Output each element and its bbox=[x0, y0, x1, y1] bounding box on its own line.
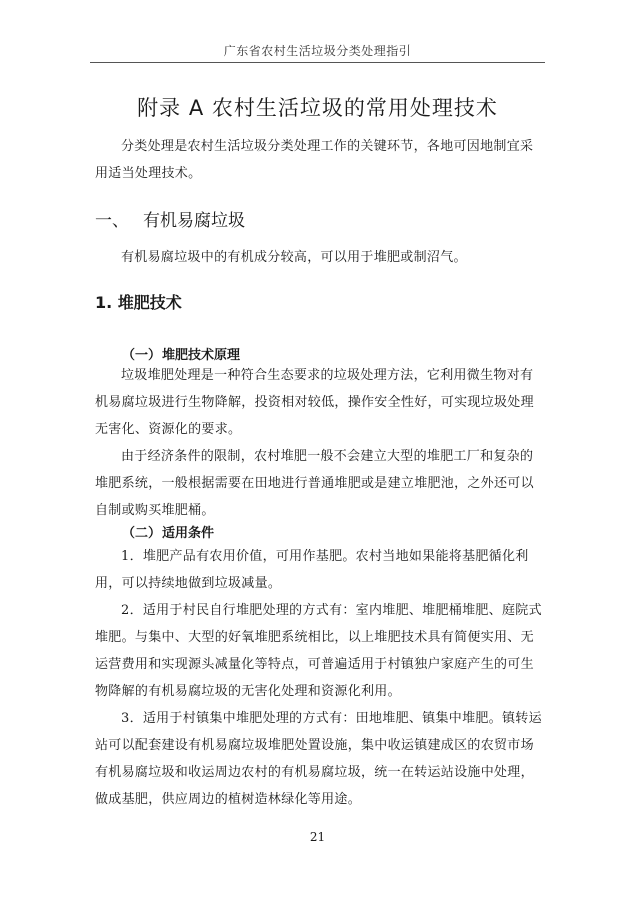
section-heading bbox=[95, 206, 245, 231]
conditions-paragraph-1: 1．堆肥产品有农用价值，可用作基肥。农村当地如果能将基肥循化利用，可以持续地做到垃圾减量。 bbox=[95, 549, 529, 591]
appendix-intro: 分类处理是农村生活垃圾分类处理工作的关键环节，各地可因地制宜采用适当处理技术。 bbox=[95, 139, 534, 181]
section-intro: 有机易腐垃圾中的有机成分较高，可以用于堆肥或制沼气。 bbox=[121, 250, 467, 265]
principle-title: 堆肥技术原理 bbox=[162, 348, 241, 363]
section-title: 有机易腐垃圾 bbox=[143, 211, 245, 231]
principle-paragraph-1: 垃圾堆肥处理是一种符合生态要求的垃圾处理方法，它利用微生物对有机易腐垃圾进行生物降解，投资相对较低，操作安全性好，可实现垃圾处理无害化、资源化的要求。 bbox=[95, 368, 534, 437]
subsection-heading: 1. 堆肥技术 bbox=[95, 293, 182, 312]
page-number: 21 bbox=[309, 830, 326, 844]
principle-number: （一） bbox=[122, 348, 162, 363]
section-number: 一、 bbox=[95, 211, 129, 231]
page-title: 附录 A 农村生活垃圾的常用处理技术 bbox=[137, 96, 498, 120]
header-rule bbox=[90, 62, 545, 63]
conditions-paragraph-3: 3．适用于村镇集中堆肥处理的方式有：田地堆肥、镇集中堆肥。镇转运站可以配套建设有机易腐垃圾堆肥处置设施，集中收运镇建成区的农贸市场有机易腐垃圾和收运周边农村的有机易腐垃圾，统一在转运站设施中处理，做成基肥，供应周边的植树造林绿化等用途。 bbox=[95, 711, 542, 807]
principle-heading bbox=[122, 344, 240, 363]
conditions-number: （二） bbox=[122, 526, 162, 541]
conditions-title: 适用条件 bbox=[162, 526, 215, 541]
page-header: 广东省农村生活垃圾分类处理指引 bbox=[223, 44, 412, 58]
principle-paragraph-2: 由于经济条件的限制，农村堆肥一般不会建立大型的堆肥工厂和复杂的堆肥系统，一般根据需要在田地进行普通堆肥或是建立堆肥池，之外还可以自制或购买堆肥桶。 bbox=[95, 449, 534, 518]
conditions-heading bbox=[122, 522, 214, 541]
conditions-paragraph-2: 2．适用于村民自行堆肥处理的方式有：室内堆肥、堆肥桶堆肥、庭院式堆肥。与集中、大型的好氧堆肥系统相比，以上堆肥技术具有简便实用、无运营费用和实现源头减量化等特点，可普遍适用于村镇独户家庭产生的可生物降解的有机易腐垃圾的无害化处理和资源化利用。 bbox=[95, 603, 542, 699]
